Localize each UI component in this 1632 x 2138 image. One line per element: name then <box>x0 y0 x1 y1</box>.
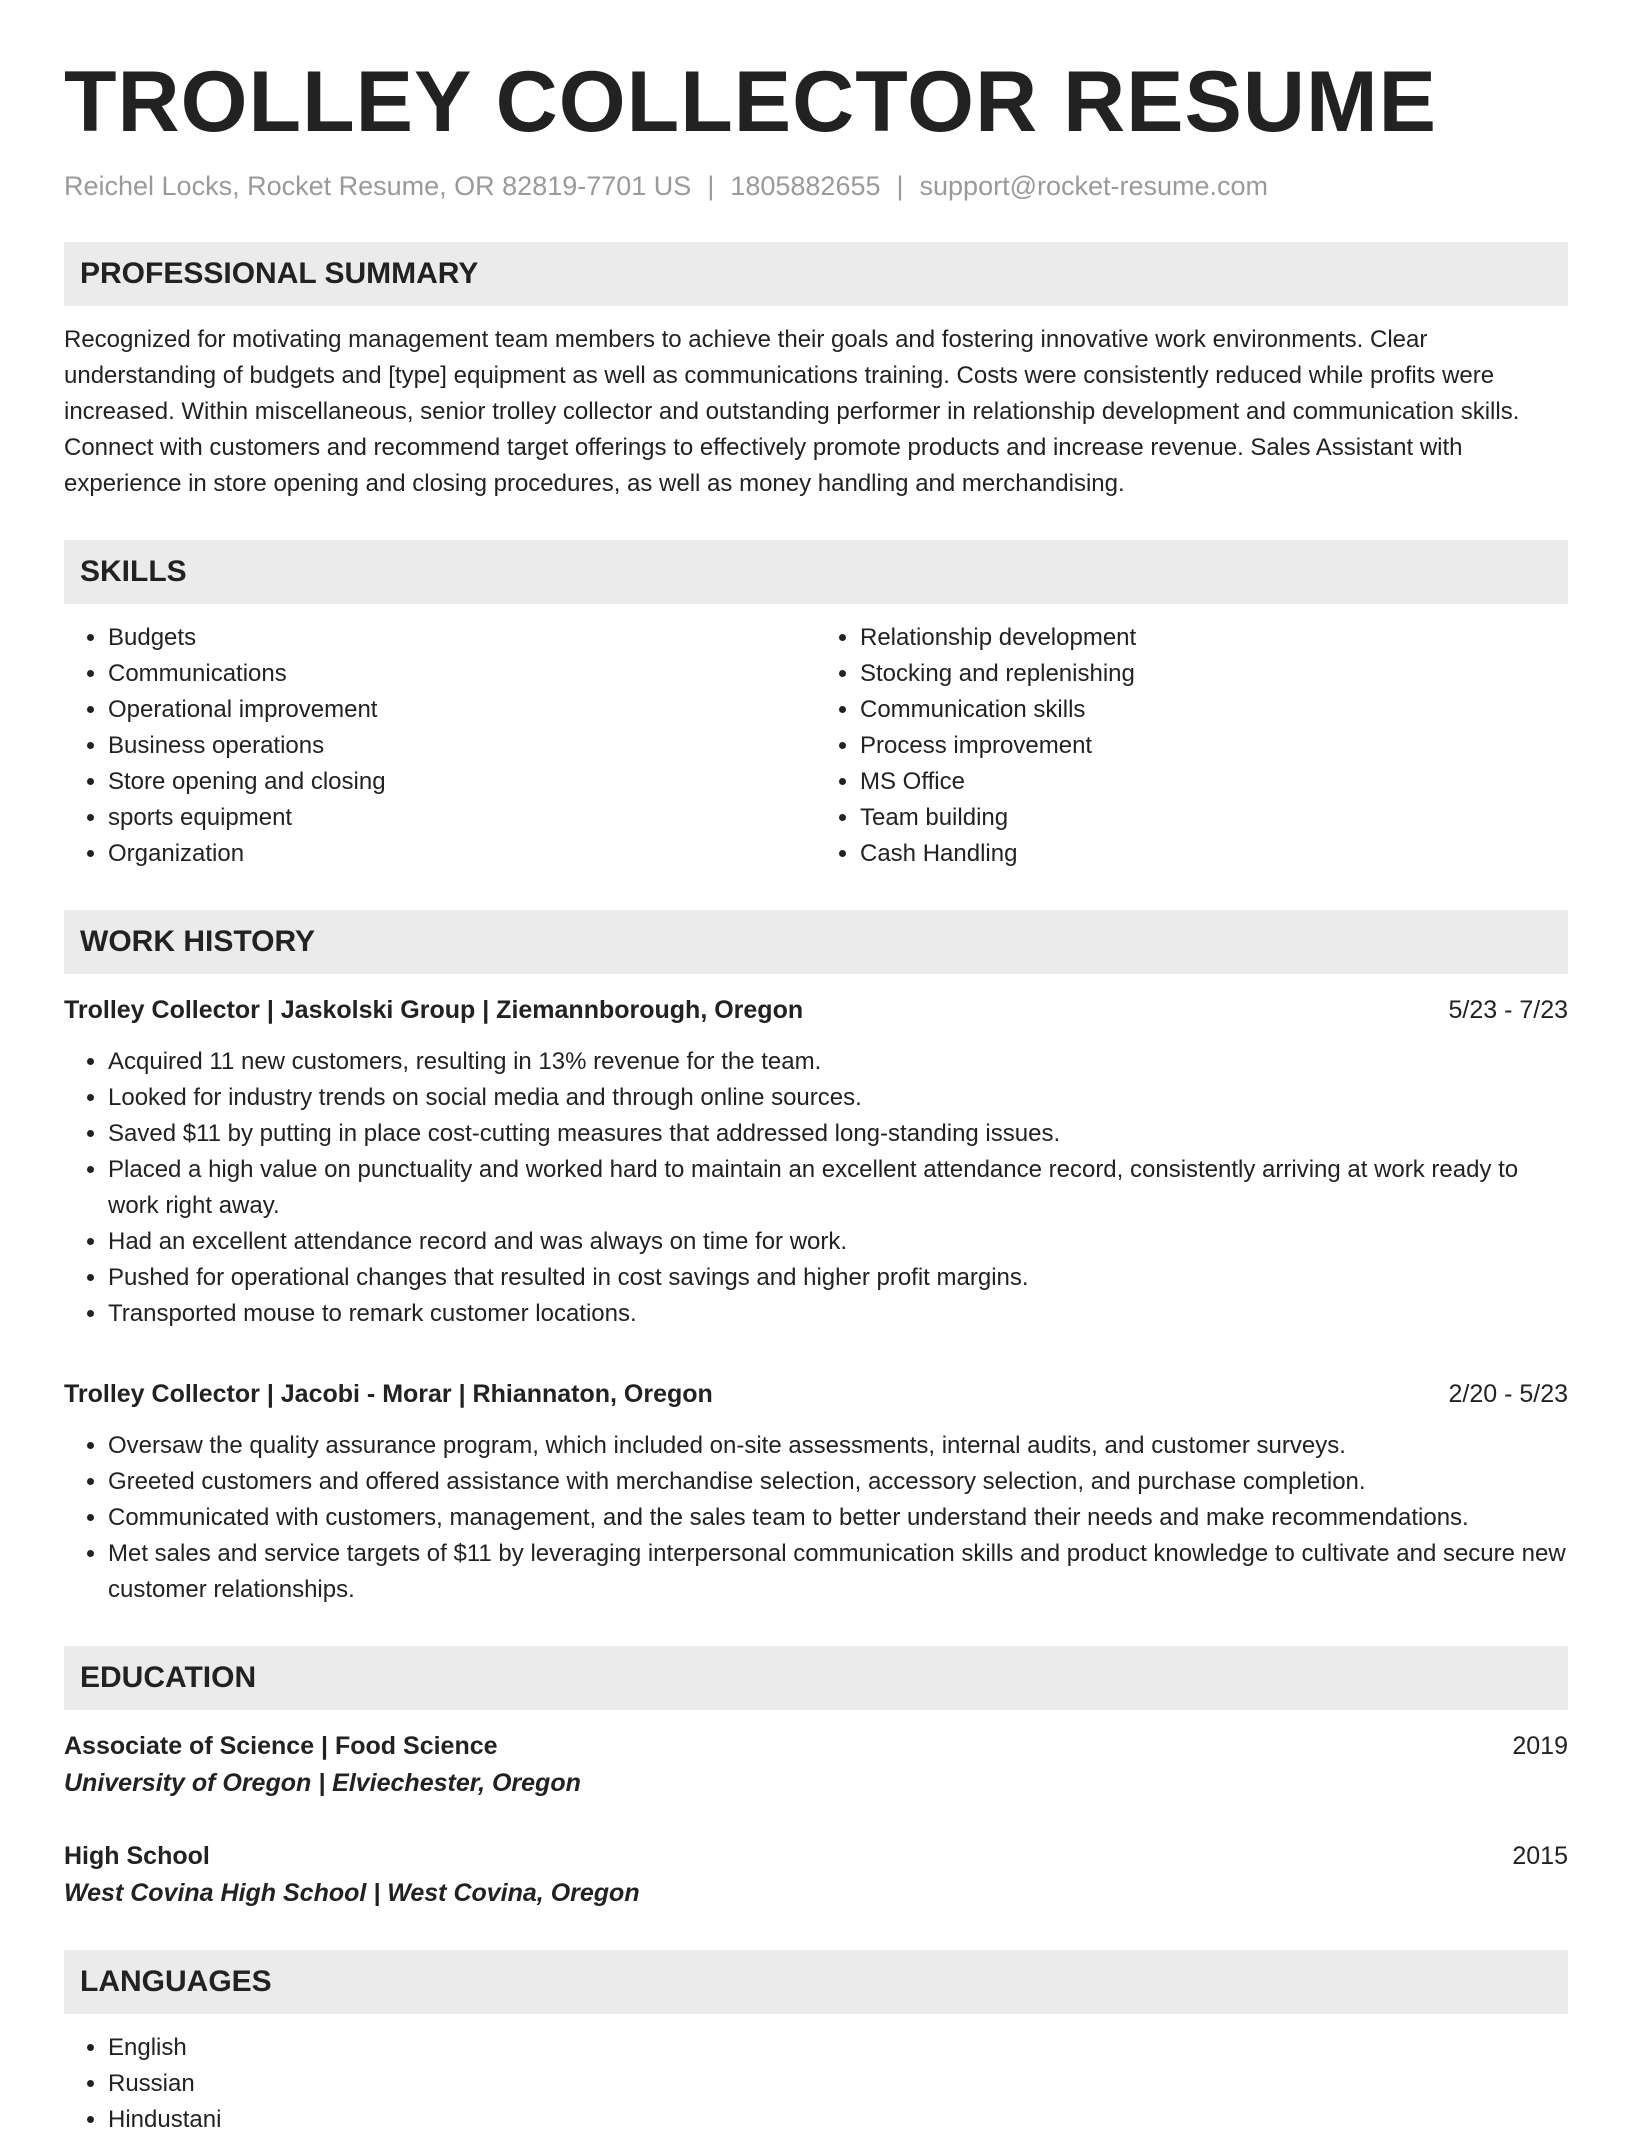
summary-text: Recognized for motivating management team members to achieve their goals and fostering innovative work environments. Clear understanding of budgets and [type] equipment as well as communications training. Costs were consistently reduced while profits were increased. Within miscellaneous, senior trolley collector and outstanding performer in relationship development and communication skills. Connect with customers and recommend target offerings to effectively promote products and increase revenue. Sales Assistant with experience in store opening and closing procedures, as well as money handling and merchandising. <box>64 326 1520 497</box>
job-bullet: • Greeted customers and offered assistance with merchandise selection, accessory selection, and purchase completion. <box>108 1464 1568 1500</box>
skill-item: • MS Office <box>860 764 1568 800</box>
skill-item: • Process improvement <box>860 728 1568 764</box>
job-bullet: • Oversaw the quality assurance program, which included on-site assessments, internal audits, and customer surveys. <box>108 1428 1568 1464</box>
education-header <box>64 1838 1568 1874</box>
skill-item: • Store opening and closing <box>108 764 816 800</box>
skill-item: • Stocking and replenishing <box>860 656 1568 692</box>
education-year: 2015 <box>1512 1842 1568 1870</box>
job-entry <box>64 992 1568 1332</box>
education-school: University of Oregon | Elviechester, Oregon <box>64 1769 581 1797</box>
education-heading: EDUCATION <box>64 1646 1568 1710</box>
job-bullet: • Communicated with customers, management, and the sales team to better understand their needs and make recommendations. <box>108 1500 1568 1536</box>
languages-heading: LANGUAGES <box>64 1950 1568 2014</box>
education-header <box>64 1728 1568 1764</box>
work-history-heading: WORK HISTORY <box>64 910 1568 974</box>
job-bullet: • Transported mouse to remark customer locations. <box>108 1296 1568 1332</box>
contact-separator: | <box>707 171 715 201</box>
skills-column-left <box>64 620 816 872</box>
skill-item: • Cash Handling <box>860 836 1568 872</box>
skill-item: • Communications <box>108 656 816 692</box>
skill-item: • Communication skills <box>860 692 1568 728</box>
job-dates: 2/20 - 5/23 <box>1448 1380 1568 1408</box>
job-title: Trolley Collector | Jaskolski Group | Ziemannborough, Oregon <box>64 996 804 1024</box>
education-degree: Associate of Science | Food Science <box>64 1732 498 1760</box>
job-header <box>64 992 1568 1028</box>
skill-item: • Relationship development <box>860 620 1568 656</box>
language-item: • English <box>108 2030 1568 2066</box>
languages-list <box>64 2030 1568 2138</box>
job-dates: 5/23 - 7/23 <box>1448 996 1568 1024</box>
skills-grid <box>64 620 1568 872</box>
summary-heading: PROFESSIONAL SUMMARY <box>64 242 1568 306</box>
skill-item: • Budgets <box>108 620 816 656</box>
skills-column-right <box>816 620 1568 872</box>
skill-item: • Team building <box>860 800 1568 836</box>
contact-separator: | <box>896 171 904 201</box>
education-degree: High School <box>64 1842 210 1870</box>
education-entry <box>64 1728 1568 1802</box>
job-entry <box>64 1376 1568 1608</box>
education-school: West Covina High School | West Covina, Oregon <box>64 1879 640 1907</box>
contact-line <box>64 168 1568 204</box>
skill-item: • sports equipment <box>108 800 816 836</box>
job-bullets <box>64 1428 1568 1608</box>
skill-item: • Business operations <box>108 728 816 764</box>
education-year: 2019 <box>1512 1732 1568 1760</box>
job-bullet: • Pushed for operational changes that resulted in cost savings and higher profit margins. <box>108 1260 1568 1296</box>
job-title: Trolley Collector | Jacobi - Morar | Rhiannaton, Oregon <box>64 1380 713 1408</box>
skill-item: • Organization <box>108 836 816 872</box>
contact-address: Reichel Locks, Rocket Resume, OR 82819-7701 US <box>64 171 692 201</box>
job-bullet: • Saved $11 by putting in place cost-cutting measures that addressed long-standing issues. <box>108 1116 1568 1152</box>
job-bullets <box>64 1044 1568 1332</box>
job-bullet: • Looked for industry trends on social media and through online sources. <box>108 1080 1568 1116</box>
skill-item: • Operational improvement <box>108 692 816 728</box>
job-bullet: • Had an excellent attendance record and was always on time for work. <box>108 1224 1568 1260</box>
job-bullet: • Placed a high value on punctuality and worked hard to maintain an excellent attendance record, consistently arriving at work ready to work right away. <box>108 1152 1568 1224</box>
contact-email: support@rocket-resume.com <box>919 171 1269 201</box>
skills-heading: SKILLS <box>64 540 1568 604</box>
job-bullet: • Met sales and service targets of $11 by leveraging interpersonal communication skills and product knowledge to cultivate and secure new customer relationships. <box>108 1536 1568 1608</box>
language-item: • Hindustani <box>108 2102 1568 2138</box>
language-item: • Russian <box>108 2066 1568 2102</box>
resume-title: TROLLEY COLLECTOR RESUME <box>64 54 1437 150</box>
job-bullet: • Acquired 11 new customers, resulting in 13% revenue for the team. <box>108 1044 1568 1080</box>
education-entry <box>64 1838 1568 1912</box>
job-header <box>64 1376 1568 1412</box>
contact-phone: 1805882655 <box>730 171 881 201</box>
